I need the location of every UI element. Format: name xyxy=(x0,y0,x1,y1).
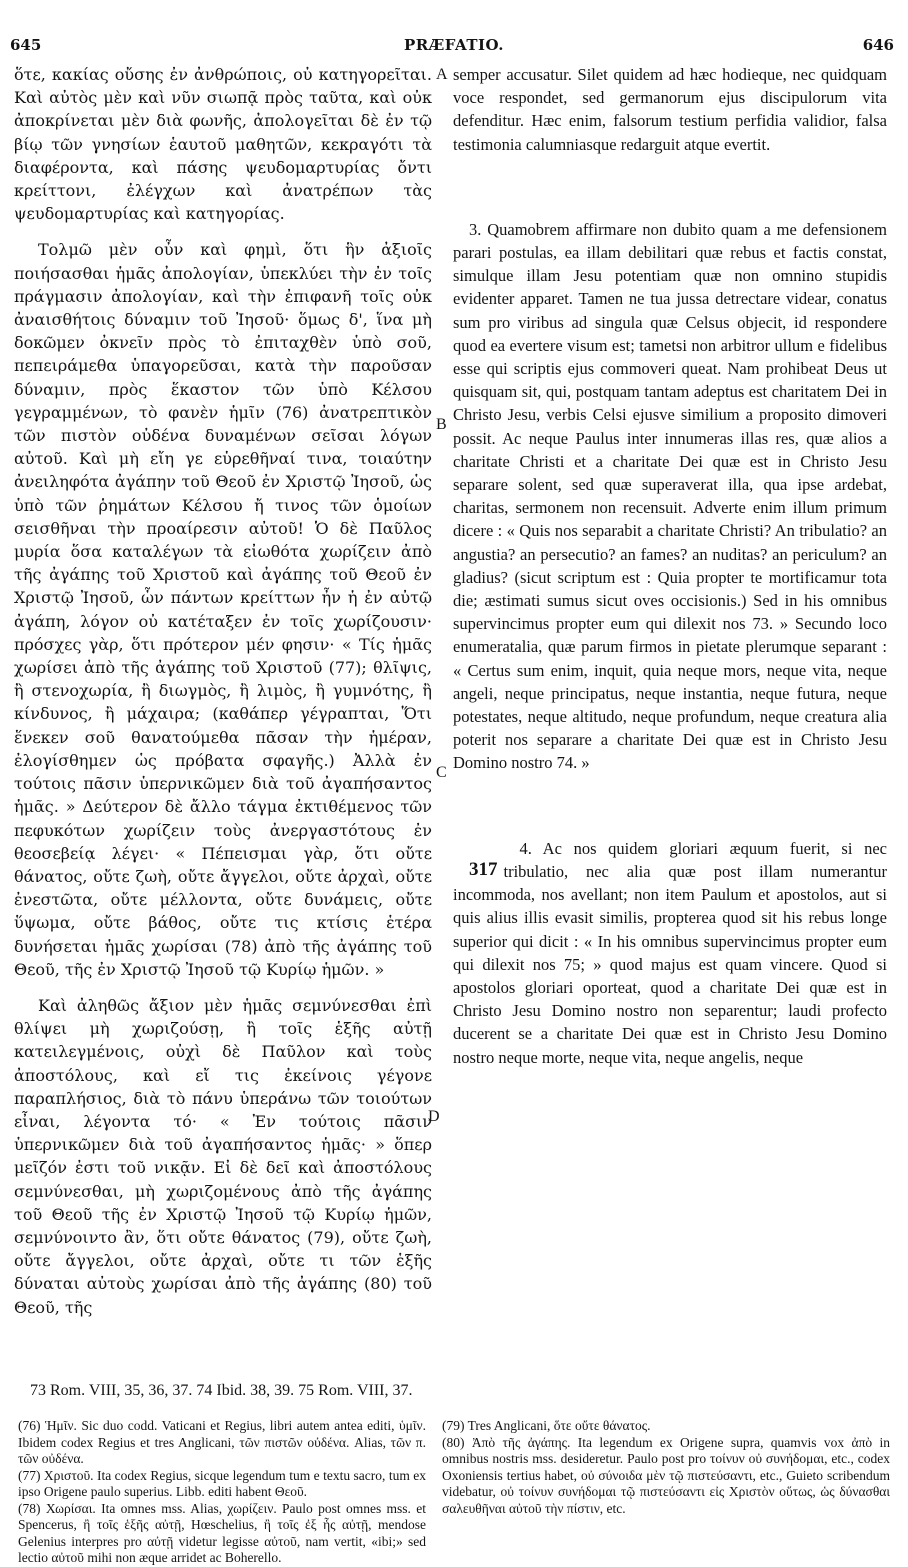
margin-letter-b: B xyxy=(436,416,447,433)
footnote: (79) Tres Anglicani, ὅτε οὔτε θάνατος. xyxy=(442,1418,651,1433)
footnote: (77) Χριστοῦ. Ita codex Regius, sicque legendum tum e textu sacro, tum ex ipso Origene paulo superius. Libb. editi habent Θεοῦ. xyxy=(18,1467,426,1499)
footnotes-left xyxy=(18,1418,426,1567)
latin-paragraph: semper accusatur. Silet quidem ad hæc hodieque, nec quidquam voce respondet, sed germanorum ejus discipulorum vita defenditur. Hæc enim, falsorum testium perfidia validior, falsa testimonia calumniasque redarguit atque evertit. xyxy=(453,65,887,154)
greek-paragraph: ὅτε, κακίας οὔσης ἐν ἀνθρώποις, οὐ κατηγορεῖται. Καὶ αὐτὸς μὲν καὶ νῦν σιωπᾷ πρὸς ταῦτα, καὶ οὐκ ἀποκρίνεται μὲν διὰ φωνῆς, ἀπολογεῖται δὲ ἐν τῷ βίῳ τῶν γνησίων ἑαυτοῦ μαθητῶν, κεκραγότι τὰ διαφέροντα, καὶ πάσης ψευδομαρτυρίας ὄντι κρείττονι, ἐλέγχων καὶ ἀνατρέπων τὰς ψευδομαρτυρίας καὶ κατηγορίας. xyxy=(14,65,432,224)
greek-paragraph: Καὶ ἀληθῶς ἄξιον μὲν ἡμᾶς σεμνύνεσθαι ἐπὶ θλίψει μὴ χωριζούσῃ, ἢ τοῖς ἑξῆς αὐτῇ κατειλεγμένοις, οὐχὶ δὲ Παῦλον καὶ τοὺς ἀποστόλους, καὶ εἴ τις ἐκείνοις γέγονε παραπλήσιος, διὰ τὸ πάνυ ὑπεράνω τῶν τοιούτων εἶναι, λέγοντα τό· « Ἐν τούτοις πᾶσιν ὑπερνικῶμεν διὰ τοῦ ἀγαπήσαντος ἡμᾶς· » ὅπερ μεῖζόν ἐστι τοῦ νικᾷν. Εἰ δὲ δεῖ καὶ ἀποστόλους σεμνύνεσθαι, μὴ χωριζομένους ἀπὸ τῆς ἀγάπης τοῦ Θεοῦ τῆς ἐν Χριστῷ Ἰησοῦ τῷ Κυρίῳ ἡμῶν, σεμνύνοιντο ἂν, ὅτι οὔτε θάνατος (79), οὔτε ζωὴ, οὔτε ἄγγελοι, οὔτε ἀρχαὶ, οὔτε τι τῶν ἑξῆς δύναται αὐτοὺς χωρίσαι ἀπὸ τῆς ἀγάπης (80) τοῦ Θεοῦ, τῆς xyxy=(14,995,432,1317)
latin-paragraph: 3. Quamobrem affirmare non dubito quam a me defensionem parari postulas, ea illam debilitari quæ rebus et factis constat, simulque illam Jesu potentiam quæ non omnino stupidis evidenter apparet. Tamen ne tua jussa detrectare videar, conatus sum pro viribus ad singula quæ Celsus objecit, id respondere quod ea evertere visum est; tametsi non arbitror ullum e fidelibus esse qui scriptis ejus commoveri queat. Nam prohibeat Deus ut quisquam sit, qui, postquam tantam adeptus est charitatem Dei in Christo Jesu, verbis Celsi ejusve similium a proposito dimoveri possit. Ac neque Paulus inter innumeras illas res, quæ alios a charitate Christi et a charitate Dei quæ est in Christo Jesu separare solent, sed quæ superaverat illa, qua ipse ardebat, charitas, sermonem non recensuit. Adverte enim illum primum dicere : « Quis nos separabit a charitate Christi? An tribulatio? an angustia? an persecutio? an fames? an nuditas? an periculum? an gladius? (sicut scriptum est : Quia propter te mortificamur tota die; æstimati sumus sicut oves occisionis.) Sed in his omnibus supervincimus propter eum qui dilexit nos 73. » Secundo loco enumeratalia, quæ parum firmos in pietate plerumque separant : « Certus sum enim, inquit, quia neque mors, neque vita, neque angeli, neque principatus, neque instantia, neque futura, neque potestates, neque altitudo, neque profundum, neque creatura alia poterit nos separare a charitate Dei quæ est in Christo Jesu Domino nostro 74. » xyxy=(453,219,887,773)
latin-paragraph xyxy=(453,837,887,1069)
running-title: PRÆFATIO. xyxy=(404,36,504,54)
greek-column xyxy=(14,63,432,1319)
column-number: 317 xyxy=(469,858,498,880)
page-number-right: 646 xyxy=(862,36,894,54)
footnote: (76) Ἡμῖν. Sic duo codd. Vaticani et Regius, libri autem antea editi, ὑμῖν. Ibidem codex Regius et tres Anglicani, τῶν πιστῶν οὐδένα. Alias, τῶν π. τῶν οὐδένα. xyxy=(18,1418,426,1466)
margin-letter-a: A xyxy=(436,66,448,83)
margin-letter-d: D xyxy=(428,1108,440,1125)
page-number-left: 645 xyxy=(10,36,42,54)
scripture-references: 73 Rom. VIII, 35, 36, 37. 74 Ibid. 38, 39. 75 Rom. VIII, 37. xyxy=(30,1382,413,1399)
footnote: (80) Ἀπὸ τῆς ἀγάπης. Ita legendum ex Origene supra, quamvis vox ἀπὸ in omnibus nostris mss. desideretur. Paulo post pro τοίνυν οὐ συνήδομαι, etc., codex Oxoniensis tertius habet, οὐ σύνοιδα μὲν τῷ πιστεύσαντι, etc., Guieto scribendum videbatur, οὐ τοίνυν συνήδομαι τῷ πιστεύσαντι εἰς Χριστὸν οὕτως, ὡς δύνασθαι σαλευθῆναι αὐτοῦ τὴν πίστιν, etc. xyxy=(442,1434,890,1516)
greek-paragraph: Τολμῶ μὲν οὖν καὶ φημὶ, ὅτι ἣν ἀξιοῖς ποιήσασθαι ἡμᾶς ἀπολογίαν, ὑπεκλύει τὴν ἐν τοῖς πράγμασιν ἀπολογίαν, καὶ τὴν ἐπιφανῆ τοῖς οὐκ ἀναισθήτοις δύναμιν τοῦ Ἰησοῦ· ὅμως δ', ἵνα μὴ δοκῶμεν ὀκνεῖν πρὸς τὸ ἐπιταχθὲν ὑπὸ σοῦ, πεπειράμεθα ὑπαγορεῦσαι, κατὰ τὴν παροῦσαν δύναμιν, πρὸς ἕκαστον τῶν ὑπὸ Κέλσου γεγραμμένων, τὸ φανὲν ἡμῖν (76) ἀνατρεπτικὸν τῶν πιστὸν οὐδένα δυναμένων σεῖσαι λόγων αὐτοῦ. Καὶ μὴ εἴη γε εὑρεθῆναί τινα, τοιαύτην ἀνειληφότα ἀγάπην τοῦ Θεοῦ ἐν Χριστῷ Ἰησοῦ, ὡς ὑπὸ τῶν ῥημάτων Κέλσου ἤ τινος τῶν ὁμοίων σεισθῆναι τὴν προαίρεσιν αὐτοῦ! Ὁ δὲ Παῦλος μυρία ὅσα καταλέγων τὰ εἰωθότα χωρίζειν ἀπὸ τῆς ἀγάπης τοῦ Χριστοῦ καὶ ἀγάπης τοῦ Θεοῦ ἐν Χριστῷ Ἰησοῦ, ὧν πάντων κρείττων ἦν ἡ ἐν αὐτῷ ἀγάπη, λόγον οὐ κατέταξεν ἐν τοῖς χωρίζουσιν· πρόσχες γὰρ, ὅτι πρότερον μέν φησιν· « Τίς ἡμᾶς χωρίσει ἀπὸ τῆς ἀγάπης τοῦ Χριστοῦ (77); θλῖψις, ἢ στενοχωρία, ἢ διωγμὸς, ἢ λιμὸς, ἢ γυμνότης, ἢ κίνδυνος, ἢ μάχαιρα; (καθάπερ γέγραπται, Ὅτι ἕνεκεν σοῦ θανατούμεθα πᾶσαν τὴν ἡμέραν, ἐλογίσθημεν ὡς πρόβατα σφαγῆς.) Ἀλλὰ ἐν τούτοις πᾶσιν ὑπερνικῶμεν διὰ τοῦ ἀγαπήσαντος ἡμᾶς. » Δεύτερον δὲ ἄλλο τάγμα ἐκτιθέμενος τῶν πεφυκότων χωρίζειν τοὺς ἀνεργαστότους ἐν θεοσεβείᾳ λέγει· « Πέπεισμαι γὰρ, ὅτι οὔτε θάνατος, οὔτε ζωὴ, οὔτε ἄγγελοι, οὔτε ἀρχαὶ, οὔτε ἐνεστῶτα, οὔτε μέλλοντα, οὔτε δυνάμεις, οὔτε ὕψωμα, οὔτε βάθος, οὔτε τις κτίσις ἑτέρα δυνήσεται ἡμᾶς χωρίσαι (78) ἀπὸ τῆς ἀγάπης τοῦ Θεοῦ, τῆς ἐν Χριστῷ Ἰησοῦ τῷ Κυρίῳ ἡμῶν. » xyxy=(14,240,432,979)
running-header xyxy=(0,36,908,58)
margin-letter-c: C xyxy=(436,764,447,781)
footnote: (78) Χωρίσαι. Ita omnes mss. Alias, χωρίζειν. Paulo post omnes mss. et Spencerus, ἢ τοῖς ἑξῆς αὐτῇ, Hœschelius, ἢ τοῖς ἐξ ἧς αὐτῇ, mendose Gelenius interpres pro αὐτῇ videtur legisse αὐτοῦ, nam vertit, «ibi;» sed lectio αὐτοῦ mihi non æque arridet ac Boherello. xyxy=(18,1500,426,1565)
footnotes-right xyxy=(442,1418,890,1517)
latin-column xyxy=(453,63,887,1069)
latin-paragraph-text: 4. Ac nos quidem gloriari æquum fuerit, si nec tribulatio, nec alia quæ post illam numerantur incommoda, nos avellant; non item Paulum et apostolos, aut si quis alius illis evasit similis, propterea quod sit his rebus longe superior qui dicit : « In his omnibus supervincimus propter eum qui dilexit nos 75; » quod majus est quam vincere. Quod si apostolos gloriari oporteat, quod a charitate Dei quæ est in Christo Jesu Domino nostro non separentur; laudi profecto ducerent se a charitate Dei quæ est in Christo Jesu Domino nostro neque morte, neque vita, neque angelis, neque xyxy=(453,838,887,1067)
